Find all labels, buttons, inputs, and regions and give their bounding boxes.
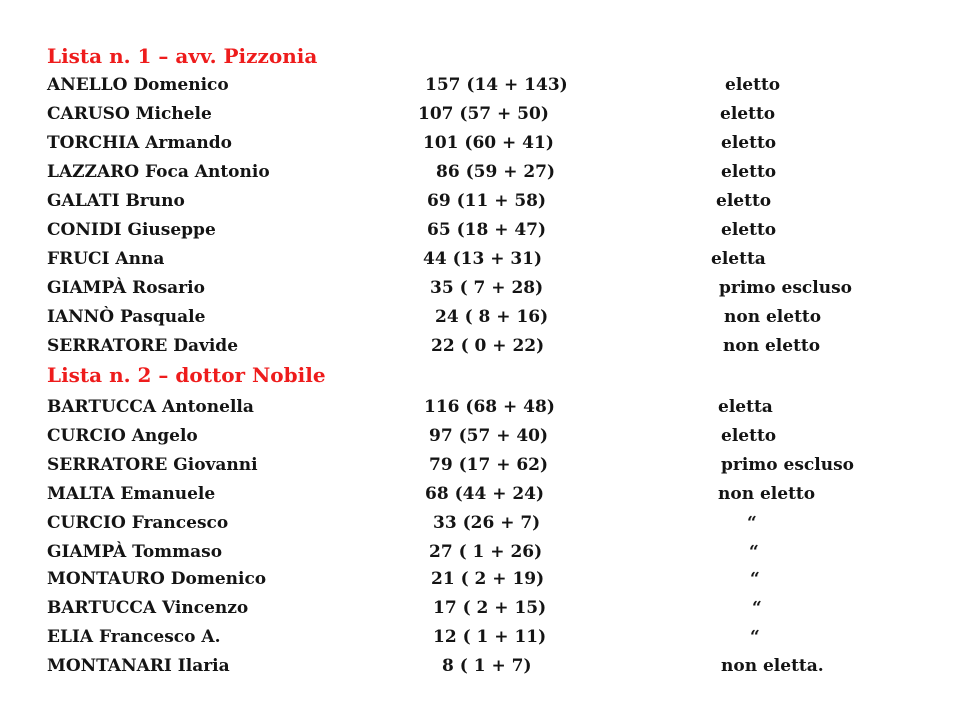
vote-count: 24 ( 8 + 16) <box>435 307 549 327</box>
candidate-name: ELIA Francesco A. <box>47 627 221 647</box>
vote-count: 79 (17 + 62) <box>429 455 549 475</box>
candidate-name: GIAMPÀ Tommaso <box>47 542 223 562</box>
vote-count: 8 ( 1 + 7) <box>442 656 532 676</box>
vote-count: 157 (14 + 143) <box>425 75 568 95</box>
election-result: “ <box>750 569 760 589</box>
election-result: eletto <box>720 104 776 124</box>
vote-count: 12 ( 1 + 11) <box>433 627 547 647</box>
candidate-name: FRUCI Anna <box>47 249 165 269</box>
table-row <box>0 654 960 678</box>
election-result: “ <box>747 513 757 533</box>
candidate-name: GIAMPÀ Rosario <box>47 278 205 298</box>
vote-count: 22 ( 0 + 22) <box>431 336 545 356</box>
candidate-name: IANNÒ Pasquale <box>47 307 206 327</box>
list-2-heading: Lista n. 2 – dottor Nobile <box>47 363 326 387</box>
election-result: primo escluso <box>721 455 855 475</box>
vote-count: 44 (13 + 31) <box>423 249 543 269</box>
election-result: eletto <box>721 220 777 240</box>
election-result: eletto <box>716 191 772 211</box>
table-row <box>0 567 960 591</box>
table-row <box>0 247 960 271</box>
table-row <box>0 625 960 649</box>
election-result: “ <box>749 542 759 562</box>
election-result: non eletto <box>724 307 822 327</box>
vote-count: 101 (60 + 41) <box>423 133 554 153</box>
table-row <box>0 596 960 620</box>
election-result: eletto <box>721 426 777 446</box>
table-row <box>0 73 960 97</box>
list-1-heading: Lista n. 1 – avv. Pizzonia <box>47 44 318 68</box>
candidate-name: MONTANARI Ilaria <box>47 656 230 676</box>
table-row <box>0 131 960 155</box>
table-row <box>0 540 960 564</box>
election-result: eletta <box>711 249 766 269</box>
vote-count: 35 ( 7 + 28) <box>430 278 544 298</box>
candidate-name: CONIDI Giuseppe <box>47 220 216 240</box>
election-result: primo escluso <box>719 278 853 298</box>
table-row <box>0 218 960 242</box>
election-result: non eletto <box>723 336 821 356</box>
vote-count: 97 (57 + 40) <box>429 426 549 446</box>
vote-count: 68 (44 + 24) <box>425 484 545 504</box>
table-row <box>0 395 960 419</box>
candidate-name: MALTA Emanuele <box>47 484 216 504</box>
candidate-name: TORCHIA Armando <box>47 133 232 153</box>
table-row <box>0 276 960 300</box>
election-result: “ <box>750 627 760 647</box>
candidate-name: CURCIO Angelo <box>47 426 198 446</box>
table-row <box>0 160 960 184</box>
candidate-name: CARUSO Michele <box>47 104 212 124</box>
election-result: eletto <box>725 75 781 95</box>
vote-count: 17 ( 2 + 15) <box>433 598 547 618</box>
vote-count: 21 ( 2 + 19) <box>431 569 545 589</box>
table-row <box>0 305 960 329</box>
table-row <box>0 189 960 213</box>
vote-count: 107 (57 + 50) <box>418 104 549 124</box>
candidate-name: CURCIO Francesco <box>47 513 229 533</box>
candidate-name: BARTUCCA Vincenzo <box>47 598 249 618</box>
vote-count: 27 ( 1 + 26) <box>429 542 543 562</box>
election-result: “ <box>752 598 762 618</box>
table-row <box>0 482 960 506</box>
vote-count: 33 (26 + 7) <box>433 513 541 533</box>
election-result: non eletto <box>718 484 816 504</box>
vote-count: 86 (59 + 27) <box>436 162 556 182</box>
table-row <box>0 102 960 126</box>
vote-count: 65 (18 + 47) <box>427 220 547 240</box>
election-result: eletta <box>718 397 773 417</box>
candidate-name: ANELLO Domenico <box>47 75 229 95</box>
candidate-name: LAZZARO Foca Antonio <box>47 162 270 182</box>
candidate-name: SERRATORE Giovanni <box>47 455 258 475</box>
election-result: eletto <box>721 133 777 153</box>
table-row <box>0 424 960 448</box>
table-row <box>0 511 960 535</box>
candidate-name: SERRATORE Davide <box>47 336 239 356</box>
candidate-name: BARTUCCA Antonella <box>47 397 254 417</box>
candidate-name: MONTAURO Domenico <box>47 569 267 589</box>
vote-count: 116 (68 + 48) <box>424 397 555 417</box>
candidate-name: GALATI Bruno <box>47 191 185 211</box>
table-row <box>0 334 960 358</box>
vote-count: 69 (11 + 58) <box>427 191 547 211</box>
election-result: eletto <box>721 162 777 182</box>
table-row <box>0 453 960 477</box>
election-result: non eletta. <box>721 656 824 676</box>
